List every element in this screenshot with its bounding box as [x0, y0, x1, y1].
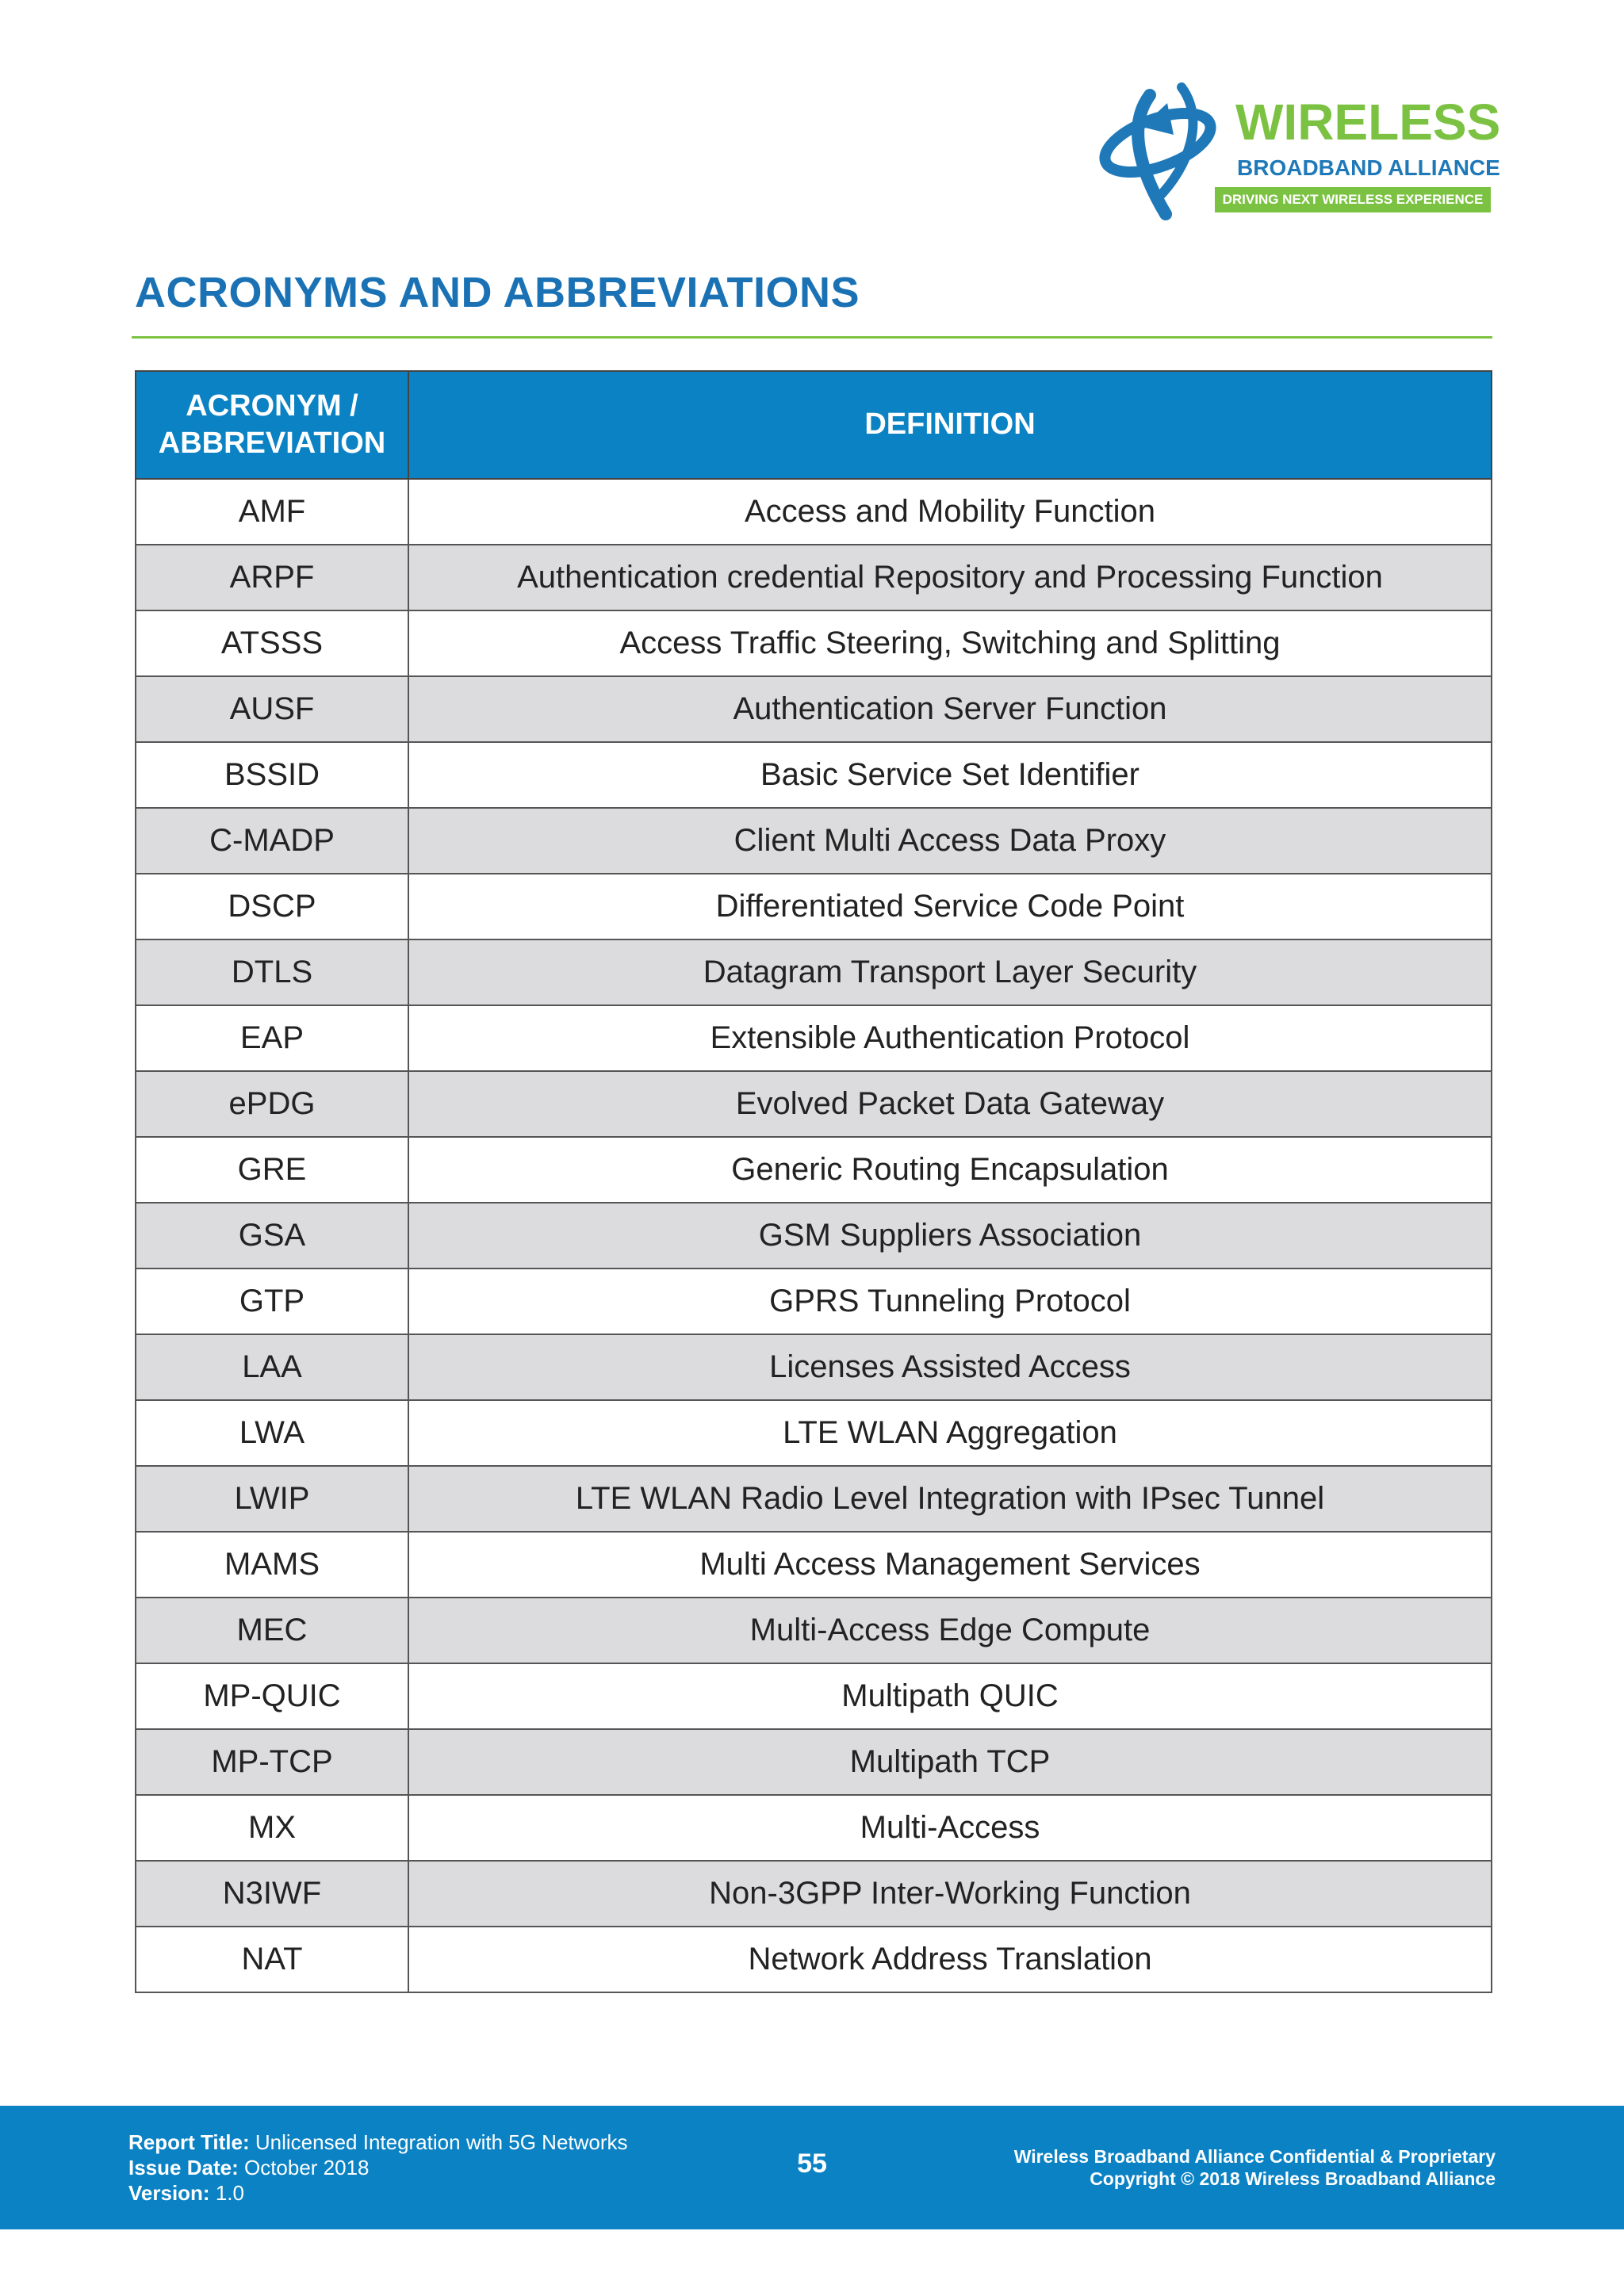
table-row	[136, 1861, 1492, 1927]
definition-cell: Licenses Assisted Access	[408, 1334, 1492, 1400]
table-row	[136, 1334, 1492, 1400]
acronym-cell: MEC	[136, 1598, 408, 1663]
table-row	[136, 1137, 1492, 1203]
acronym-cell: EAP	[136, 1005, 408, 1071]
table-row	[136, 1269, 1492, 1334]
table-row	[136, 874, 1492, 939]
logo-tagline: DRIVING NEXT WIRELESS EXPERIENCE	[1215, 187, 1491, 212]
definition-cell: Multipath QUIC	[408, 1663, 1492, 1729]
acronyms-table	[135, 370, 1492, 1993]
acronym-cell: GRE	[136, 1137, 408, 1203]
page-footer	[0, 2106, 1624, 2229]
title-divider	[132, 336, 1492, 339]
acronym-cell: ATSSS	[136, 610, 408, 676]
acronym-cell: C-MADP	[136, 808, 408, 874]
acronym-cell: LAA	[136, 1334, 408, 1400]
footer-issue-date: October 2018	[243, 2156, 370, 2179]
acronym-cell: DSCP	[136, 874, 408, 939]
header-acronym	[136, 371, 408, 479]
definition-cell: Access and Mobility Function	[408, 479, 1492, 545]
table-row	[136, 676, 1492, 742]
acronym-cell: BSSID	[136, 742, 408, 808]
table-row	[136, 1005, 1492, 1071]
definition-cell: Access Traffic Steering, Switching and Splitting	[408, 610, 1492, 676]
footer-version-label: Version:	[128, 2181, 210, 2205]
table-row	[136, 1598, 1492, 1663]
definition-cell: GSM Suppliers Association	[408, 1203, 1492, 1269]
table-row	[136, 1927, 1492, 1992]
table-row	[136, 1532, 1492, 1598]
table-row	[136, 610, 1492, 676]
table-header-row	[136, 371, 1492, 479]
logo-wordmark: WIRELESS	[1235, 94, 1501, 151]
acronym-cell: MX	[136, 1795, 408, 1861]
table-row	[136, 479, 1492, 545]
footer-report-title: Unlicensed Integration with 5G Networks	[255, 2130, 628, 2154]
footer-report-title-label: Report Title:	[128, 2130, 250, 2154]
acronym-cell: ePDG	[136, 1071, 408, 1137]
acronym-cell: ARPF	[136, 545, 408, 610]
table-row	[136, 1400, 1492, 1466]
footer-legal	[1014, 2145, 1496, 2190]
definition-cell: Datagram Transport Layer Security	[408, 939, 1492, 1005]
page-number: 55	[797, 2149, 827, 2179]
definition-cell: Network Address Translation	[408, 1927, 1492, 1992]
footer-copyright: Copyright © 2018 Wireless Broadband Alliance	[1090, 2168, 1496, 2189]
table-row	[136, 1729, 1492, 1795]
footer-version: 1.0	[215, 2181, 244, 2205]
acronym-cell: DTLS	[136, 939, 408, 1005]
table-row	[136, 1663, 1492, 1729]
definition-cell: Differentiated Service Code Point	[408, 874, 1492, 939]
table-row	[136, 1795, 1492, 1861]
definition-cell: Evolved Packet Data Gateway	[408, 1071, 1492, 1137]
header-definition: DEFINITION	[408, 371, 1492, 479]
definition-cell: Generic Routing Encapsulation	[408, 1137, 1492, 1203]
acronym-cell: MP-QUIC	[136, 1663, 408, 1729]
definition-cell: Authentication credential Repository and Processing Function	[408, 545, 1492, 610]
wba-logo	[1094, 79, 1501, 222]
acronym-cell: MAMS	[136, 1532, 408, 1598]
logo-subtitle: BROADBAND ALLIANCE	[1237, 155, 1500, 180]
definition-cell: Authentication Server Function	[408, 676, 1492, 742]
acronym-cell: N3IWF	[136, 1861, 408, 1927]
acronym-cell: LWA	[136, 1400, 408, 1466]
definition-cell: LTE WLAN Aggregation	[408, 1400, 1492, 1466]
definition-cell: Non-3GPP Inter-Working Function	[408, 1861, 1492, 1927]
table-row	[136, 742, 1492, 808]
table-row	[136, 1071, 1492, 1137]
acronym-cell: GSA	[136, 1203, 408, 1269]
definition-cell: Basic Service Set Identifier	[408, 742, 1492, 808]
footer-version-line	[128, 2180, 628, 2206]
table-row	[136, 545, 1492, 610]
table-row	[136, 939, 1492, 1005]
table-body	[136, 479, 1492, 1992]
page-title: ACRONYMS AND ABBREVIATIONS	[135, 269, 860, 316]
acronym-cell: AMF	[136, 479, 408, 545]
footer-issue-date-label: Issue Date:	[128, 2156, 239, 2179]
wba-swirl-logo-icon	[1094, 79, 1233, 222]
table-row	[136, 808, 1492, 874]
acronym-cell: GTP	[136, 1269, 408, 1334]
table-row	[136, 1203, 1492, 1269]
definition-cell: Client Multi Access Data Proxy	[408, 808, 1492, 874]
acronym-cell: LWIP	[136, 1466, 408, 1532]
definition-cell: Multi Access Management Services	[408, 1532, 1492, 1598]
definition-cell: LTE WLAN Radio Level Integration with IPsec Tunnel	[408, 1466, 1492, 1532]
table-row	[136, 1466, 1492, 1532]
footer-confidential: Wireless Broadband Alliance Confidential & Proprietary	[1013, 2146, 1496, 2167]
definition-cell: Extensible Authentication Protocol	[408, 1005, 1492, 1071]
acronym-cell: NAT	[136, 1927, 408, 1992]
definition-cell: Multi-Access Edge Compute	[408, 1598, 1492, 1663]
header-acronym-label: ACRONYM / ABBREVIATION	[158, 388, 386, 460]
acronym-cell: MP-TCP	[136, 1729, 408, 1795]
definition-cell: GPRS Tunneling Protocol	[408, 1269, 1492, 1334]
acronym-cell: AUSF	[136, 676, 408, 742]
definition-cell: Multi-Access	[408, 1795, 1492, 1861]
definition-cell: Multipath TCP	[408, 1729, 1492, 1795]
